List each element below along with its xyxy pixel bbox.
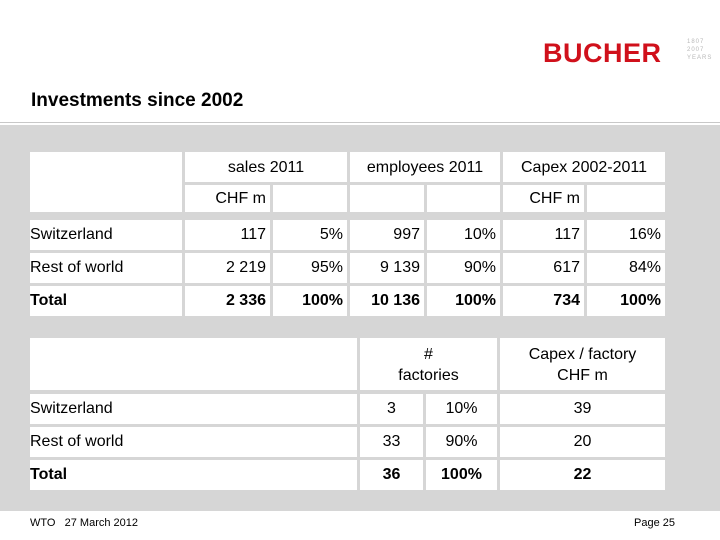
- t2-row-label: Switzerland: [30, 394, 357, 424]
- t2-cell-factories: 33: [360, 427, 423, 457]
- years-mark: 1807 2007 YEARS: [687, 39, 713, 61]
- t1-row-label: Total: [30, 286, 182, 316]
- t1-cell-sales-pct: 5%: [273, 220, 347, 250]
- t1-header-sales: sales 2011: [185, 152, 347, 182]
- footer-event-date: WTO 27 March 2012: [30, 517, 139, 529]
- t1-cell-sales: 2 336: [185, 286, 270, 316]
- t1-sales-unit: CHF m: [185, 185, 270, 212]
- t1-capex-unit: CHF m: [503, 185, 584, 212]
- t2-cell-capex-factory: 20: [500, 427, 665, 457]
- t1-cell-employees: 9 139: [350, 253, 424, 283]
- t2-cell-factories: 36: [360, 460, 423, 490]
- t1-header-capex: Capex 2002-2011: [503, 152, 665, 182]
- t1-cell-sales: 2 219: [185, 253, 270, 283]
- t2-cell-factories-pct: 10%: [426, 394, 497, 424]
- t2-header-factories: # factories: [360, 338, 497, 390]
- t1-row-label: Switzerland: [30, 220, 182, 250]
- t1-cell-employees: 997: [350, 220, 424, 250]
- t2-cell-factories: 3: [360, 394, 423, 424]
- t2-cell-capex-factory: 22: [500, 460, 665, 490]
- t2-cell-factories-pct: 90%: [426, 427, 497, 457]
- t1-cell-capex: 734: [503, 286, 584, 316]
- t1-unit-blank-4: [587, 185, 665, 212]
- t1-unit-blank-2: [350, 185, 424, 212]
- page-title: Investments since 2002: [31, 90, 244, 111]
- content-panel: [0, 125, 720, 511]
- t1-header-blank: [30, 152, 182, 212]
- t2-row-label: Total: [30, 460, 357, 490]
- t1-cell-sales-pct: 100%: [273, 286, 347, 316]
- t1-cell-capex: 117: [503, 220, 584, 250]
- t1-cell-capex-pct: 16%: [587, 220, 665, 250]
- t2-header-blank: [30, 338, 357, 390]
- t2-header-capex-factory: Capex / factory CHF m: [500, 338, 665, 390]
- t2-cell-factories-pct: 100%: [426, 460, 497, 490]
- title-divider: [0, 122, 720, 123]
- t1-cell-employees-pct: 90%: [427, 253, 500, 283]
- t1-cell-sales-pct: 95%: [273, 253, 347, 283]
- t1-unit-blank-3: [427, 185, 500, 212]
- t1-header-employees: employees 2011: [350, 152, 500, 182]
- t1-cell-capex-pct: 84%: [587, 253, 665, 283]
- t1-cell-employees-pct: 100%: [427, 286, 500, 316]
- t1-row-label: Rest of world: [30, 253, 182, 283]
- bucher-logo: BUCHER: [543, 38, 662, 68]
- page-number: Page 25: [634, 517, 675, 529]
- t2-cell-capex-factory: 39: [500, 394, 665, 424]
- t1-cell-employees: 10 136: [350, 286, 424, 316]
- t1-cell-employees-pct: 10%: [427, 220, 500, 250]
- t1-cell-sales: 117: [185, 220, 270, 250]
- t1-cell-capex-pct: 100%: [587, 286, 665, 316]
- t2-row-label: Rest of world: [30, 427, 357, 457]
- t1-unit-blank-1: [273, 185, 347, 212]
- t1-cell-capex: 617: [503, 253, 584, 283]
